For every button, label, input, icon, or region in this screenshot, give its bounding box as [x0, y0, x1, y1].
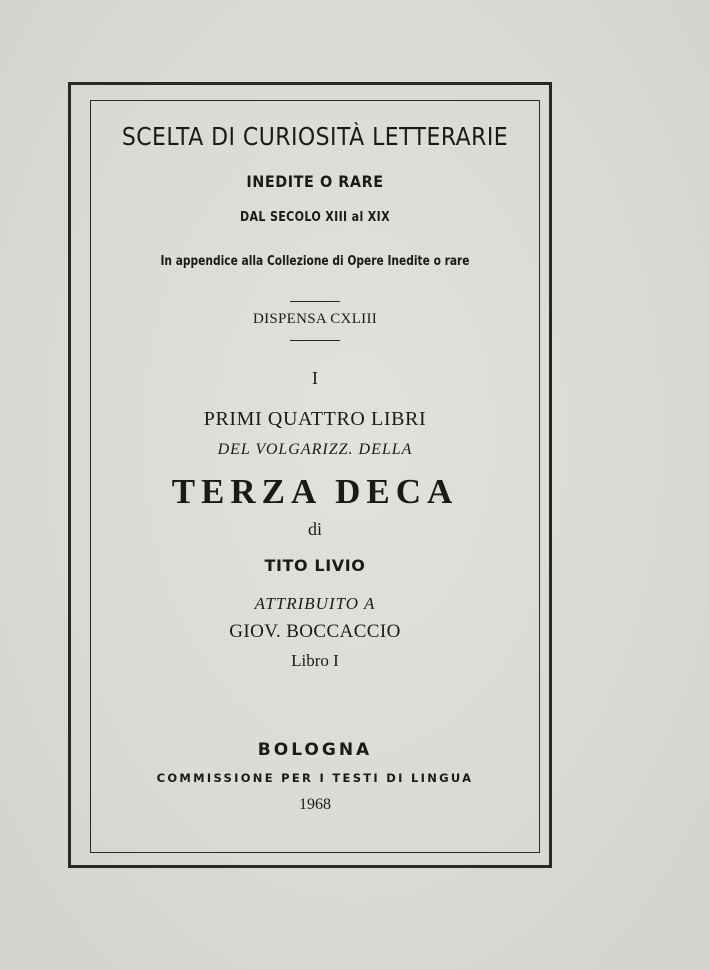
- series-title: SCELTA DI CURIOSITÀ LETTERARIE: [121, 122, 509, 151]
- series-period: DAL SECOLO XIII al XIX: [240, 210, 390, 225]
- publisher-name: COMMISSIONE PER I TESTI DI LINGUA: [156, 771, 474, 785]
- publication-city: BOLOGNA: [257, 740, 373, 760]
- series-subtitle: INEDITE O RARE: [246, 172, 384, 191]
- attributed-to-label: ATTRIBUITO A: [254, 594, 376, 613]
- volume-label: Libro I: [291, 651, 339, 670]
- appendix-note: In appendice alla Collezione di Opere Inedite o rare: [160, 254, 470, 269]
- attributed-author: GIOV. BOCCACCIO: [229, 621, 401, 642]
- divider-rule-bottom: [290, 340, 340, 341]
- dispensa-number: DISPENSA CXLIII: [252, 311, 378, 327]
- publication-year: 1968: [299, 796, 331, 813]
- volgarizzamento-line: DEL VOLGARIZZ. DELLA: [217, 441, 413, 458]
- article-numeral: I: [312, 368, 318, 388]
- title-page-content: [90, 100, 540, 853]
- divider-rule-top: [290, 301, 340, 302]
- author-name: TITO LIVIO: [264, 556, 366, 575]
- book-title: PRIMI QUATTRO LIBRI: [203, 408, 427, 430]
- main-title: TERZA DECA: [171, 472, 459, 511]
- preposition-di: di: [307, 519, 322, 539]
